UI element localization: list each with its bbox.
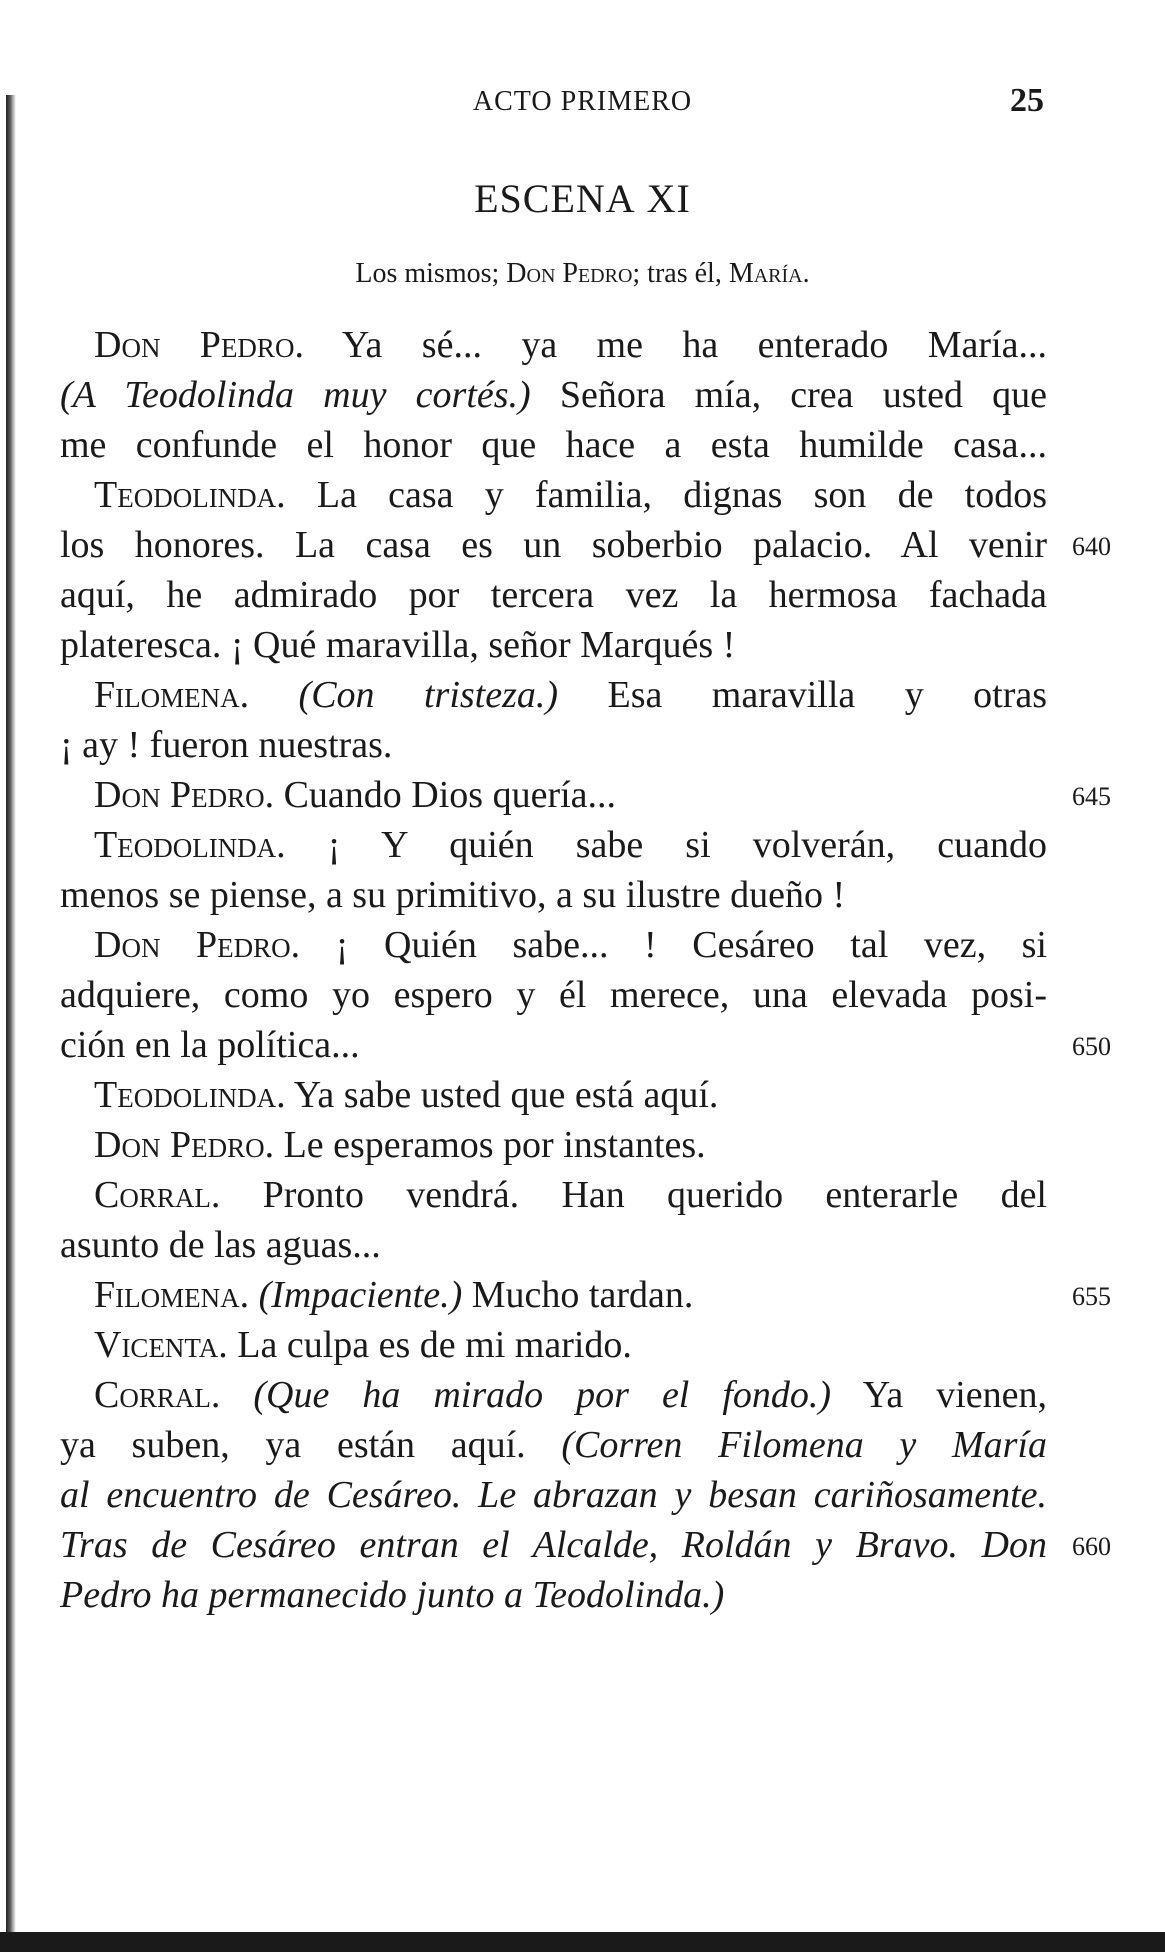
line-number: 660 bbox=[1072, 1532, 1111, 1561]
text-line bbox=[60, 370, 1047, 420]
speaker-name: Don Pedro. bbox=[94, 924, 301, 966]
scene-title bbox=[0, 175, 1165, 222]
running-title: ACTO PRIMERO bbox=[472, 86, 693, 117]
speaker-name: Don Pedro. bbox=[94, 774, 275, 816]
text-line bbox=[60, 970, 1047, 1020]
speaker-name: Teodolinda. bbox=[94, 824, 286, 866]
stage-direction: (A Teodolinda muy cortés.) bbox=[60, 374, 531, 416]
line-text: Le esperamos por instantes. bbox=[274, 1124, 706, 1166]
text-line bbox=[60, 520, 1111, 570]
text-line bbox=[60, 420, 1047, 470]
line-text: Ya vienen, bbox=[831, 1374, 1047, 1416]
line-number: 655 bbox=[1072, 1282, 1111, 1311]
line-text: aquí, he admirado por tercera vez la hermosa fachada bbox=[60, 574, 1047, 616]
line-number: 640 bbox=[1072, 532, 1111, 561]
text-line bbox=[60, 1170, 1047, 1220]
speaker-name: Don Pedro. bbox=[94, 324, 304, 366]
line-text: me confunde el honor que hace a esta humilde casa... bbox=[60, 424, 1047, 466]
page-bottom-edge bbox=[0, 1932, 1165, 1952]
line-text: los honores. La casa es un soberbio palacio. Al venir bbox=[60, 524, 1047, 566]
line-text: adquiere, como yo espero y él merece, una elevada posi- bbox=[60, 974, 1047, 1016]
text-line bbox=[60, 470, 1047, 520]
scene-title-initial: E bbox=[474, 176, 500, 221]
line-text: ¡ Y quién sabe si volverán, cuando bbox=[285, 824, 1047, 866]
text-line bbox=[60, 1320, 1047, 1370]
line-text: plateresca. ¡ Qué maravilla, señor Marqués ! bbox=[60, 624, 736, 666]
running-head bbox=[0, 82, 1165, 126]
speaker-name: Corral. bbox=[94, 1174, 221, 1216]
stage-direction: Pedro ha permanecido junto a Teodolinda.) bbox=[60, 1574, 725, 1616]
line-text: menos se piense, a su primitivo, a su ilustre dueño ! bbox=[60, 874, 846, 916]
stage-direction: (Corren Filomena y María bbox=[561, 1424, 1047, 1466]
cast-text: . bbox=[802, 258, 810, 289]
line-text: Mucho tardan. bbox=[462, 1274, 694, 1316]
text-line bbox=[60, 570, 1047, 620]
text-line bbox=[60, 1020, 1111, 1070]
line-text: ¡ ay ! fueron nuestras. bbox=[60, 724, 393, 766]
speaker-name: Filomena. bbox=[94, 1274, 250, 1316]
text-line bbox=[60, 1470, 1047, 1520]
text-line bbox=[60, 870, 1047, 920]
line-text: ¡ Quién sabe... ! Cesáreo tal vez, si bbox=[300, 924, 1047, 966]
speaker-name: Teodolinda. bbox=[94, 474, 286, 516]
cast-character: Don Pedro bbox=[506, 258, 633, 289]
text-line bbox=[60, 1370, 1047, 1420]
text-line bbox=[60, 1270, 1111, 1320]
scene-cast bbox=[0, 258, 1165, 290]
text-line bbox=[60, 1520, 1111, 1570]
text-line bbox=[60, 1420, 1047, 1470]
scene-title-word: SCENA bbox=[499, 176, 636, 221]
scene-number: XI bbox=[646, 176, 691, 221]
text-line bbox=[60, 1070, 1047, 1120]
line-text: La culpa es de mi marido. bbox=[227, 1324, 632, 1366]
speaker-name: Filomena. bbox=[94, 674, 250, 716]
speaker-name: Corral. bbox=[94, 1374, 221, 1416]
speaker-name: Teodolinda. bbox=[94, 1074, 286, 1116]
line-text: asunto de las aguas... bbox=[60, 1224, 381, 1266]
cast-character: María bbox=[728, 258, 803, 289]
stage-direction: al encuentro de Cesáreo. Le abrazan y besan cariñosamente. bbox=[60, 1474, 1047, 1516]
line-text: ya suben, ya están aquí. bbox=[60, 1424, 562, 1466]
line-text: Pronto vendrá. Han querido enterarle del bbox=[220, 1174, 1047, 1216]
line-text: Cuando Dios quería... bbox=[274, 774, 617, 816]
line-text: Esa maravilla y otras bbox=[558, 674, 1048, 716]
line-number: 650 bbox=[1072, 1032, 1111, 1061]
line-number: 645 bbox=[1072, 782, 1111, 811]
text-line bbox=[60, 820, 1047, 870]
text-line bbox=[60, 670, 1047, 720]
text-line bbox=[60, 770, 1111, 820]
text-line bbox=[60, 620, 1047, 670]
dialogue-text bbox=[60, 320, 1111, 1620]
line-text: ción en la política... bbox=[60, 1024, 360, 1066]
stage-direction: (Impaciente.) bbox=[249, 1274, 463, 1316]
text-line bbox=[60, 1220, 1047, 1270]
page-number: 25 bbox=[1010, 82, 1044, 119]
speaker-name: Vicenta. bbox=[94, 1324, 228, 1366]
line-text: Señora mía, crea usted que bbox=[530, 374, 1047, 416]
text-line bbox=[60, 1570, 1047, 1620]
line-text: Ya sé... ya me ha enterado María... bbox=[303, 324, 1047, 366]
stage-direction: (Con tristeza.) bbox=[249, 674, 559, 716]
binding-edge bbox=[6, 95, 16, 1935]
stage-direction: Tras de Cesáreo entran el Alcalde, Roldán y Bravo. Don bbox=[60, 1524, 1047, 1566]
stage-direction: (Que ha mirado por el fondo.) bbox=[220, 1374, 832, 1416]
text-line bbox=[60, 920, 1047, 970]
text-line bbox=[60, 1120, 1047, 1170]
cast-text: Los mismos; bbox=[355, 258, 507, 289]
speaker-name: Don Pedro. bbox=[94, 1124, 275, 1166]
cast-text: ; tras él, bbox=[632, 258, 729, 289]
line-text: Ya sabe usted que está aquí. bbox=[285, 1074, 719, 1116]
line-text: La casa y familia, dignas son de todos bbox=[285, 474, 1047, 516]
text-line bbox=[60, 320, 1047, 370]
text-line bbox=[60, 720, 1047, 770]
